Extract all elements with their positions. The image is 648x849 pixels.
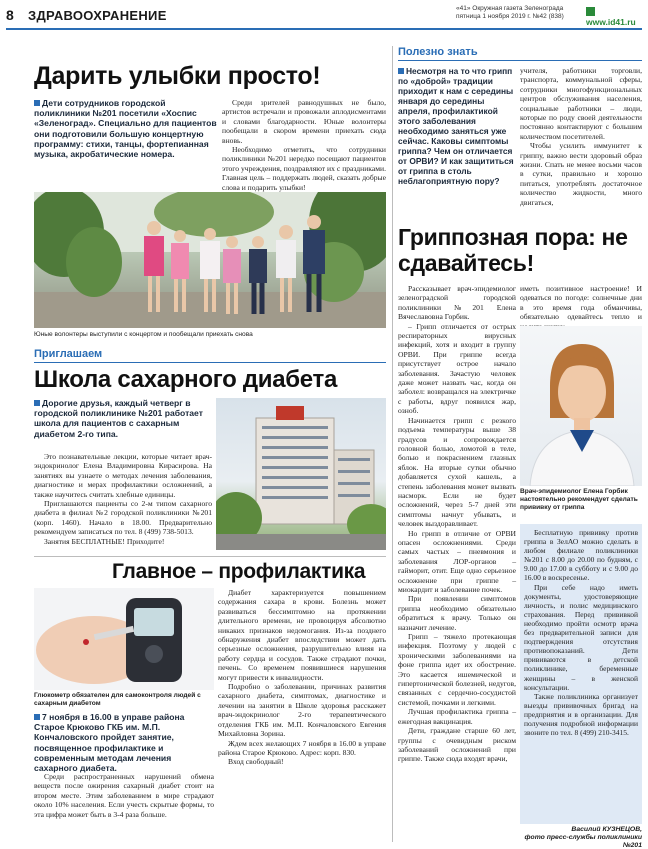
article2-paragraph: Занятия БЕСПЛАТНЫЕ! Приходите! <box>44 536 165 546</box>
volunteers-photo-illustration <box>34 192 386 328</box>
article2-paragraph: Приглашаются пациенты со 2-м типом сахарного диабета в филиал №2 городской поликлиники №201 (корп. 1460). Начало в 18.00. Предварительно рекомендуем записаться по тел. 8 (499) 738-5013. <box>34 499 212 537</box>
info-box-paragraph: Также поликлиника организует выезды прививочных бригад на предприятия и в организации. Для получения подробной информации звоните по тел. 8 (499) 210-3415. <box>524 691 638 738</box>
masthead <box>456 5 586 21</box>
doctor-portrait-illustration <box>520 326 642 486</box>
article1-body <box>222 98 386 192</box>
article4-paragraph: Лучшая профилактика гриппа – ежегодная вакцинация. <box>398 707 516 726</box>
bullet-square-icon <box>398 68 404 74</box>
article3-body-col2 <box>218 588 386 767</box>
article4-paragraph: При появлении симптомов гриппа необходимо обязательно обратиться к врачу. Только он назначит лечение. <box>398 594 516 632</box>
bullet-square-icon <box>34 400 40 406</box>
column-separator <box>392 46 393 842</box>
article3-body-col1 <box>34 772 214 819</box>
article2-photo <box>216 398 386 550</box>
article3-paragraph: Ждем всех желающих 7 ноября в 16.00 в управе района Старое Крюково. Адрес: корп. 830. <box>218 738 386 757</box>
article1-paragraph: Среди зрителей равнодушных не было, артистов встречали и провожали аплодисментами и словами благодарности. Юные волонтеры пообещали в скором времени приехать сюда вновь. <box>222 98 386 145</box>
article4-paragraph: Чтобы усилить иммунитет к гриппу, важно вести здоровый образ жизни. Спать не менее восьми часов в сутки, правильно и хорошо питаться, употреблять достаточное количество жидкости, много двигаться, <box>520 141 642 207</box>
article3-title: Главное – профилактика <box>112 560 366 583</box>
article4-signature <box>520 826 642 849</box>
article3-lead: 7 ноября в 16.00 в управе района Старое Крюково ГКБ им. М.П. Кончаловского пройдет занятие, посвященное профилактике и современным методам лечения сахарного диабета. <box>34 712 185 774</box>
signature-role: фото пресс-службы поликлиники №201 <box>524 833 642 849</box>
rubric-rule <box>34 362 386 363</box>
page-header <box>0 0 648 40</box>
article1-lead: Дети сотрудников городской поликлиники №201 посетили «Хоспис «Зеленоград». Специально для пациентов они подготовили большую концертную программу: стихи, танцы, фортепианная музыка, акробатические номера. <box>34 98 217 160</box>
article3-photo <box>34 588 214 690</box>
header-rule <box>6 28 642 30</box>
article4-lead: Несмотря на то что грипп по «доброй» традиции приходит к нам с середины января до середины апреля, профилактикой этого заболевания необходимо заняться уже сейчас. Каковы симптомы гриппа? Чем он отличается от ОРВИ? И как защититься от гриппа в столь неблагоприятную пору? <box>398 66 514 186</box>
article1-title: Дарить улыбки просто! <box>34 62 321 90</box>
signature-name: Василий КУЗНЕЦОВ, <box>571 826 642 833</box>
article4-title: Гриппозная пора: не сдавайтесь! <box>398 224 628 276</box>
page-number: 8 <box>6 7 14 23</box>
article3-paragraph: Подробно о заболевании, причинах развития сахарного диабета, симптомах, диагностике и лечении на занятии в Школе здоровья расскажет врач-эндокринолог 2-го терапевтического отделения ГКБ им. М.П. Кончаловского Евгения Михайловна Зорина. <box>218 682 386 739</box>
article1-photo <box>34 192 386 328</box>
article4-top-text <box>520 66 642 207</box>
site-url: www.id41.ru <box>586 17 636 27</box>
article4-paragraph: Рассказывает врач-эпидемиолог зеленоградской городской поликлиники №201 Елена Вячеславовна Горбик. <box>398 284 516 322</box>
masthead-line-1: «41» Окружная газета Зеленограда <box>456 5 564 12</box>
article1-photo-caption: Юные волонтеры выступили с концертом и пообещали приехать снова <box>34 331 253 338</box>
article3-paragraph: Диабет характеризуется повышением содержания сахара в крови. Болезнь может развиваться бессимптомно на протяжении длительного времени, не провоцируя абсолютно никаких признаков недомогания. Из-за позднего обнаружения диабет впоследствии может дать серьезные осложнения, разрушительно влияя на работу сердца и сосудов. Также страдают почки, печень. Со временем появившиеся нарушения могут привести к инвалидности. <box>218 588 386 682</box>
section-title: ЗДРАВООХРАНЕНИЕ <box>28 8 167 23</box>
info-box <box>520 524 642 824</box>
article4-rubric: Полезно знать <box>398 46 478 58</box>
site-logo[interactable] <box>586 7 646 27</box>
article4-paragraph: Грипп – тяжело протекающая инфекция. Поэтому у людей с хроническими заболеваниями на фоне гриппа идет их обострение. Это касается ишемической и гипертонической болезней, недугов, связанных с сердечно-сосудистой системой, почками и легкими. <box>398 632 516 707</box>
article3-photo-caption: Глюкометр обязателен для самоконтроля людей с сахарным диабетом <box>34 692 201 707</box>
article1-paragraph: Необходимо отметить, что сотрудники поликлиники №201 нередко посещают пациентов этого учреждения, поздравляют их с праздниками. Главная цель – поддержать людей, сказать добрые слова и подарить улыбки! <box>222 145 386 192</box>
article3-paragraph: Вход свободный! <box>228 757 284 767</box>
article4-paragraph: Но грипп в отличие от ОРВИ опасен осложнениями. Среди самых частых – пневмония и заболевания ЛОР-органов – гайморит, отит. Еще одно серьезное осложнение при гриппе – миокардит и заболевание почек. <box>398 528 516 594</box>
polyclinic-building-illustration <box>216 398 386 550</box>
info-box-paragraph: Бесплатную прививку против гриппа в ЗелАО можно сделать в любом филиале поликлиники №201 с 8.00 до 20.00 по будням, с 9.00 до 17.00 в субботу и с 9.00 до 16.00 в воскресенье. <box>524 528 638 583</box>
masthead-line-2: пятница 1 ноября 2019 г. №42 (838) <box>456 13 564 20</box>
article2-body <box>34 452 212 546</box>
article3-paragraph: Среди распространенных нарушений обмена веществ после ожирения сахарный диабет стоит на втором месте. Этим заболеванием в мире страдают около 10% населения. Если учесть скрытые формы, то эта цифра может быть в 3-4 раза больше. <box>34 772 214 819</box>
article2-title: Школа сахарного диабета <box>34 366 338 393</box>
rubric-rule <box>398 60 642 61</box>
logo-mark-icon <box>586 7 595 16</box>
article4-paragraph: – Грипп отличается от острых респираторных вирусных инфекций, хотя и входит в группу ОРВИ. При гриппе всегда присутствует острое начало заболевания. Зачастую человек даже может назвать час, когда он заболел: возвращался на электричке с работы, вдруг появился жар, озноб. <box>398 321 516 416</box>
section-divider <box>34 556 386 557</box>
article4-paragraph: Дети, граждане старше 60 лет, группы с очевидным риском заболеваний осложнений при гриппе. Также сюда входят врачи, <box>398 726 516 764</box>
info-box-text <box>520 524 642 737</box>
article4-body-col1 <box>398 284 516 764</box>
info-box-paragraph: При себе надо иметь документы, удостоверяющие личность, и полис медицинского страхования. Перед прививкой необходимо пройти осмотр врача без предварительной записи для подтверждения отсутствия противопоказаний. Дети прививаются в детской поликлинике, беременные женщины – в женской консультации. <box>524 582 638 692</box>
glucometer-illustration <box>34 588 214 690</box>
article4-portrait-caption: Врач-эпидемиолог Елена Горбик настоятельно рекомендует сделать прививку от гриппа <box>520 488 638 511</box>
article4-paragraph: Начинается грипп с резкого подъема температуры выше 38 градусов и сопровождается головной болью, ломотой в теле, болью и покраснением глазных яблок. На вторые сутки обычно добавляется сухой кашель, а степень заболевания может вызвать насморк. Если не будет осложнений, через 5-7 дней эти симптомы начнут убывать, и человек выздоравливает. <box>398 415 516 529</box>
article2-paragraph: Это познавательные лекции, которые читает врач-эндокринолог Елена Владимировна Кирасирова. На занятиях вы узнаете о методах лечения заболевания, диагностике и мерах профилактики осложнений, а также научитесь считать хлебные единицы. <box>34 452 212 499</box>
article4-paragraph: учителя, работники торговли, транспорта, коммунальной сферы, сотрудники многофункциональных центров обслуживания населения, социальные работники – люди, которые по роду своей деятельности постоянно контактируют с большим количеством посетителей. <box>520 66 642 141</box>
article4-body-col2-top <box>520 284 642 331</box>
bullet-square-icon <box>34 100 40 106</box>
article2-rubric: Приглашаем <box>34 348 103 360</box>
bullet-square-icon <box>34 714 40 720</box>
article4-paragraph: иметь позитивное настроение! И одеваться по погоде: солнечные дни в это время года обманчивы, обязательно одевайтесь тепло и <box>520 284 642 322</box>
article2-lead: Дорогие друзья, каждый четверг в городской поликлинике №201 работает школа для пациентов с сахарным диабетом 2-го типа. <box>34 398 203 439</box>
article4-portrait <box>520 326 642 486</box>
